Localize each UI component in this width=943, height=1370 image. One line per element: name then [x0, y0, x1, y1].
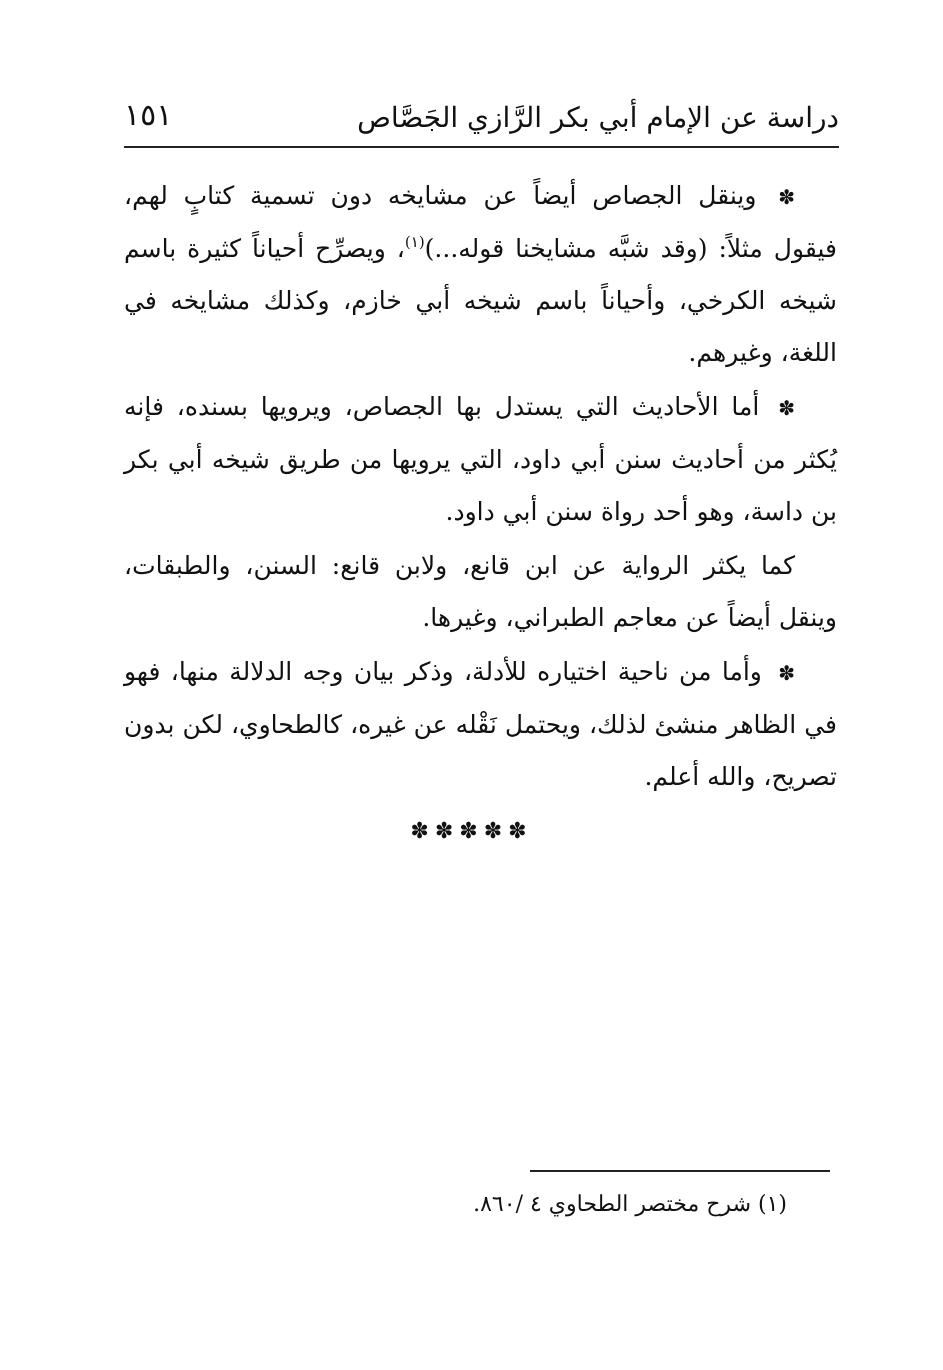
paragraph-4 — [124, 646, 837, 803]
asterisk-bullet-icon: ✽ — [778, 396, 796, 420]
footnote-reference: (١) — [404, 233, 425, 251]
running-title: دراسة عن الإمام أبي بكر الرَّازي الجَصَّاص — [357, 101, 839, 134]
footnote-1: (١) شرح مختصر الطحاوي ٤ /٨٦٠. — [473, 1192, 787, 1217]
paragraph-1 — [124, 170, 837, 379]
header-rule — [124, 146, 839, 148]
asterisk-bullet-icon: ✽ — [778, 661, 796, 685]
footnote-rule — [530, 1170, 830, 1172]
page-number: ١٥١ — [124, 98, 173, 133]
paragraph-3-text: كما يكثر الرواية عن ابن قانع، ولابن قانع: السنن، والطبقات، وينقل أيضاً عن معاجم الطبراني، وغيرها. — [124, 551, 837, 632]
running-header — [124, 88, 839, 144]
main-text — [124, 170, 837, 805]
section-separator: ✽✽✽✽✽ — [410, 819, 533, 844]
paragraph-1-text-a: وينقل الجصاص أيضاً عن مشايخه دون تسمية كتابٍ لهم، فيقول مثلاً: (وقد شبَّه مشايخنا قوله...) — [124, 181, 837, 263]
paragraph-3 — [124, 540, 837, 644]
asterisk-bullet-icon: ✽ — [778, 185, 795, 209]
paragraph-1-text-b: ، ويصرِّح أحياناً كثيرة باسم شيخه الكرخي، وأحياناً باسم شيخه أبي خازم، وكذلك مشايخه في اللغة، وغيرهم. — [124, 234, 837, 367]
paragraph-2-text: أما الأحاديث التي يستدل بها الجصاص، ويرويها بسنده، فإنه يُكثر من أحاديث سنن أبي داود، التي يرويها من طريق شيخه أبي بكر بن داسة، وهو أحد رواة سنن أبي داود. — [124, 392, 837, 526]
paragraph-2 — [124, 381, 837, 538]
paragraph-4-text: وأما من ناحية اختياره للأدلة، وذكر بيان وجه الدلالة منها، فهو في الظاهر منشئ لذلك، ويحتمل نَقْله عن غيره، كالطحاوي، لكن بدون تصريح، والله أعلم. — [124, 657, 837, 791]
